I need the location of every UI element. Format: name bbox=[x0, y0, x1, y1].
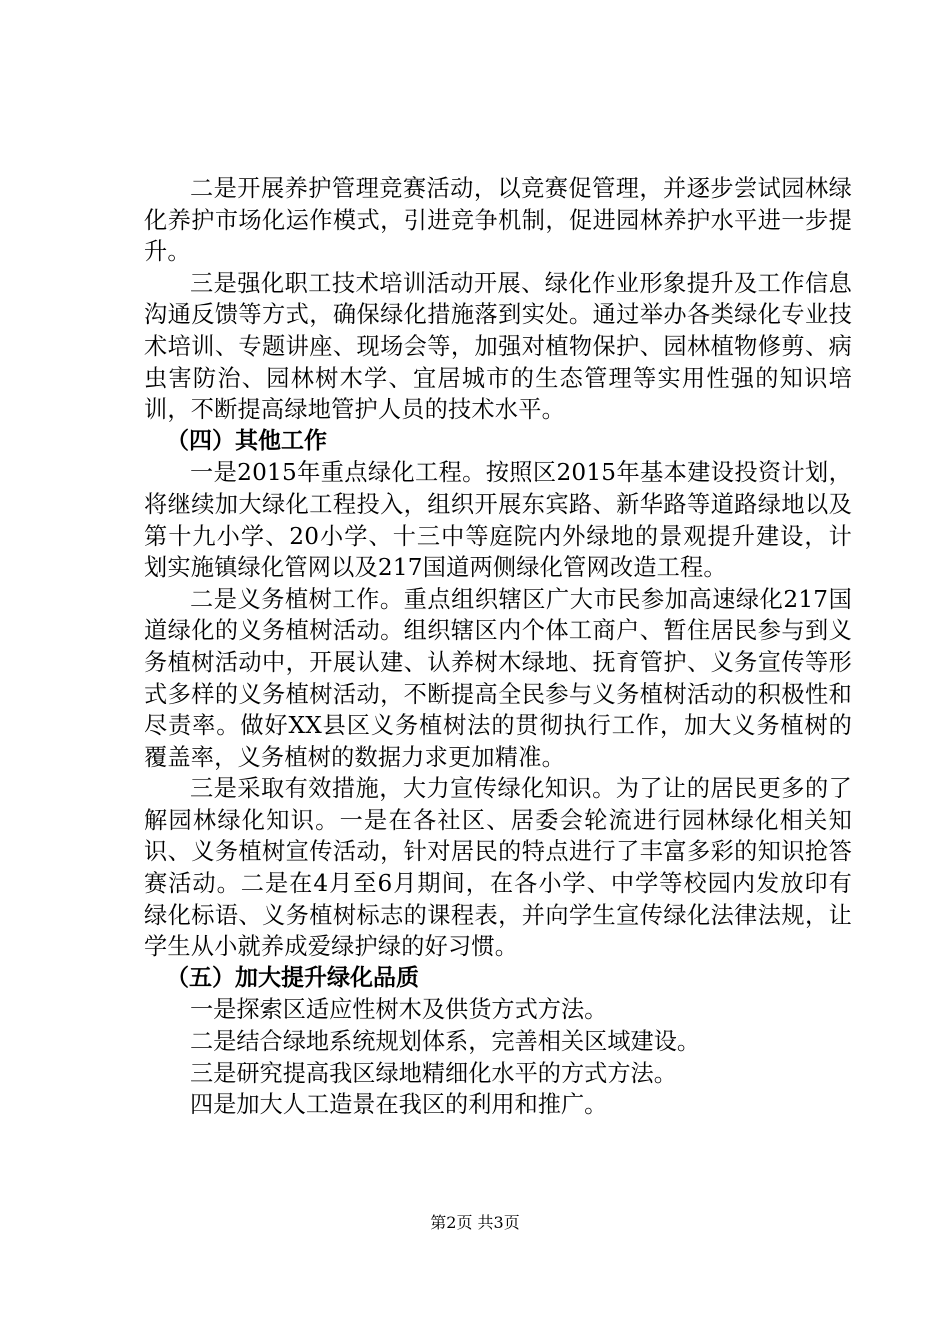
list-item: 四是加大人工造景在我区的利用和推广。 bbox=[190, 1091, 608, 1119]
document-body bbox=[144, 173, 852, 1121]
paragraph-voluntary-tree-planting: 二是义务植树工作。重点组织辖区广大市民参加高速绿化217国道绿化的义务植树活动。组织辖区内个体工商户、暂住居民参与到义务植树活动中，开展认建、认养树木绿地、抚育管护、义务宣传等形式多样的义务植树活动，不断提高全民参与义务植树活动的积极性和尽责率。做好XX县区义务植树法的贯彻执行工作，加大义务植树的覆盖率，义务植树的数据力求更加精准。 bbox=[144, 585, 852, 771]
page-footer: 第2页 共3页 bbox=[430, 1213, 520, 1232]
section-heading-other-work: （四）其他工作 bbox=[166, 427, 327, 454]
paragraph-greening-publicity: 三是采取有效措施，大力宣传绿化知识。为了让的居民更多的了解园林绿化知识。一是在各社区、居委会轮流进行园林绿化相关知识、义务植树宣传活动，针对居民的特点进行了丰富多彩的知识抢答赛活动。二是在4月至6月期间，在各小学、中学等校园内发放印有绿化标语、义务植树标志的课程表，并向学生宣传绿化法律法规，让学生从小就养成爱绿护绿的好习惯。 bbox=[144, 775, 852, 961]
list-item: 一是探索区适应性树木及供货方式方法。 bbox=[190, 996, 608, 1024]
section-heading-greening-quality: （五）加大提升绿化品质 bbox=[166, 964, 419, 991]
paragraph-staff-training: 三是强化职工技术培训活动开展、绿化作业形象提升及工作信息沟通反馈等方式，确保绿化措施落到实处。通过举办各类绿化专业技术培训、专题讲座、现场会等，加强对植物保护、园林植物修剪、病虫害防治、园林树木学、宜居城市的生态管理等实用性强的知识培训，不断提高绿地管护人员的技术水平。 bbox=[144, 269, 852, 424]
list-item: 三是研究提高我区绿地精细化水平的方式方法。 bbox=[190, 1059, 677, 1087]
paragraph-key-greening-project: 一是2015年重点绿化工程。按照区2015年基本建设投资计划，将继续加大绿化工程投入，组织开展东宾路、新华路等道路绿地以及第十九小学、20小学、十三中等庭院内外绿地的景观提升建设，计划实施镇绿化管网以及217国道两侧绿化管网改造工程。 bbox=[144, 459, 852, 582]
paragraph-maintenance-competition: 二是开展养护管理竞赛活动，以竞赛促管理，并逐步尝试园林绿化养护市场化运作模式，引进竞争机制，促进园林养护水平进一步提升。 bbox=[144, 175, 852, 266]
list-item: 二是结合绿地系统规划体系，完善相关区域建设。 bbox=[190, 1028, 701, 1056]
